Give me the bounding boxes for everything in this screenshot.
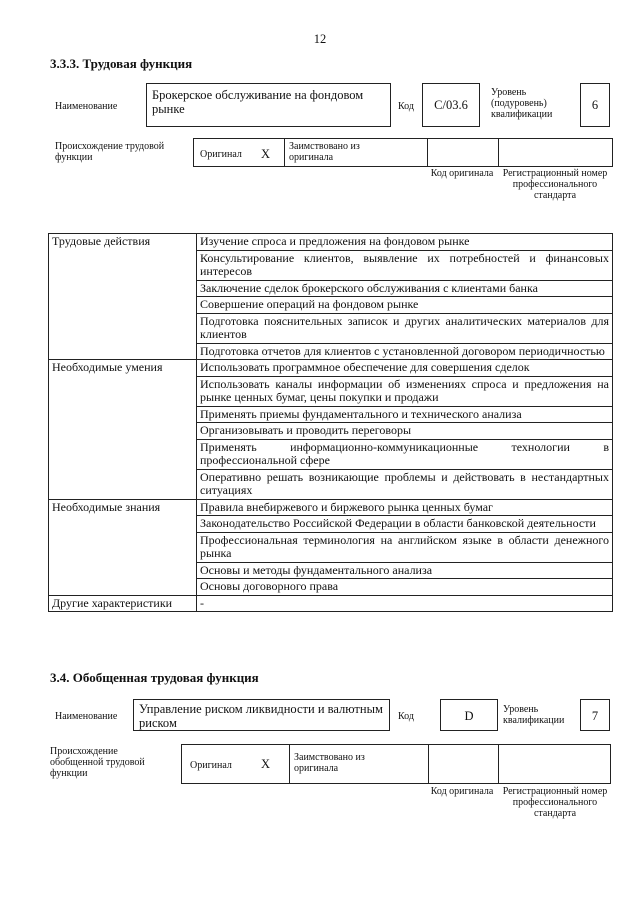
name-label: Наименование (55, 101, 118, 112)
table-row (49, 234, 613, 251)
divider (428, 745, 429, 783)
code-original-label: Код оригинала (430, 168, 494, 179)
original-mark: X (261, 147, 271, 161)
level-value: 7 (591, 709, 599, 723)
item-cell: - (197, 595, 613, 612)
name-label: Наименование (55, 711, 118, 722)
item-cell: Использовать программное обеспечение для совершения сделок (197, 360, 613, 377)
origin-row (181, 744, 611, 784)
function-name-value: Брокерское обслуживание на фондовом рынке (152, 88, 364, 116)
code-label: Код (398, 711, 414, 722)
item-cell: Совершение операций на фондовом рынке (197, 297, 613, 314)
original-label: Оригинал (190, 760, 232, 771)
origin-label: Происхождение обобщенной трудовой функции (50, 746, 145, 779)
divider (498, 745, 499, 783)
function-name-field (146, 83, 391, 127)
item-cell: Заключение сделок брокерского обслуживания с клиентами банка (197, 280, 613, 297)
origin-label: Происхождение трудовой функции (55, 141, 165, 163)
item-cell: Законодательство Российской Федерации в области банковской деятельности (197, 516, 613, 533)
code-label: Код (398, 101, 414, 112)
generalized-function-name-value: Управление риском ликвидности и валютным риском (139, 702, 383, 730)
reg-number-label: Регистрационный номер профессионального стандарта (502, 786, 608, 819)
item-cell: Оперативно решать возникающие проблемы и действовать в нестандартных ситуациях (197, 469, 613, 499)
code-field (440, 699, 498, 731)
labor-function-table (48, 233, 613, 612)
item-cell: Использовать каналы информации об изменениях спроса и предложения на рынке ценных бумаг, цены покупки и продажи (197, 376, 613, 406)
item-cell: Изучение спроса и предложения на фондовом рынке (197, 234, 613, 251)
page-number: 12 (313, 32, 327, 46)
table-row (49, 360, 613, 377)
item-cell: Применять информационно-коммуникационные технологии в профессиональной сфере (197, 439, 613, 469)
item-cell: Основы договорного права (197, 579, 613, 596)
divider (427, 139, 428, 166)
borrowed-label: Заимствовано из оригинала (294, 752, 365, 774)
code-value: D (464, 709, 474, 723)
category-cell: Другие характеристики (49, 595, 197, 612)
level-label: Уровень квалификации (503, 704, 565, 726)
table-row (49, 499, 613, 516)
category-cell: Необходимые умения (49, 360, 197, 500)
reg-number-label: Регистрационный номер профессионального стандарта (502, 168, 608, 201)
code-field (422, 83, 480, 127)
item-cell: Профессиональная терминология на английском языке в области денежного рынка (197, 532, 613, 562)
borrowed-label: Заимствовано из оригинала (289, 141, 360, 163)
item-cell: Основы и методы фундаментального анализа (197, 562, 613, 579)
item-cell: Подготовка отчетов для клиентов с установленной договором периодичностью (197, 343, 613, 360)
generalized-function-name-field (133, 699, 390, 731)
code-value: C/03.6 (434, 98, 468, 112)
level-label: Уровень (подуровень) квалификации (491, 87, 553, 120)
item-cell: Подготовка пояснительных записок и других аналитических материалов для клиентов (197, 313, 613, 343)
level-value: 6 (591, 98, 599, 112)
divider (498, 139, 499, 166)
item-cell: Применять приемы фундаментального и технического анализа (197, 406, 613, 423)
divider (284, 139, 285, 166)
section-heading-3-3-3: 3.3.3. Трудовая функция (50, 56, 193, 71)
original-label: Оригинал (200, 149, 242, 160)
divider (289, 745, 290, 783)
code-original-label: Код оригинала (430, 786, 494, 797)
item-cell: Консультирование клиентов, выявление их потребностей и финансовых интересов (197, 250, 613, 280)
section-heading-3-4: 3.4. Обобщенная трудовая функция (50, 670, 259, 685)
level-field (580, 699, 610, 731)
category-cell: Необходимые знания (49, 499, 197, 595)
category-cell: Трудовые действия (49, 234, 197, 360)
table-row (49, 595, 613, 612)
original-mark: X (261, 757, 271, 771)
item-cell: Правила внебиржевого и биржевого рынка ценных бумаг (197, 499, 613, 516)
item-cell: Организовывать и проводить переговоры (197, 423, 613, 440)
origin-row (193, 138, 613, 167)
level-field (580, 83, 610, 127)
